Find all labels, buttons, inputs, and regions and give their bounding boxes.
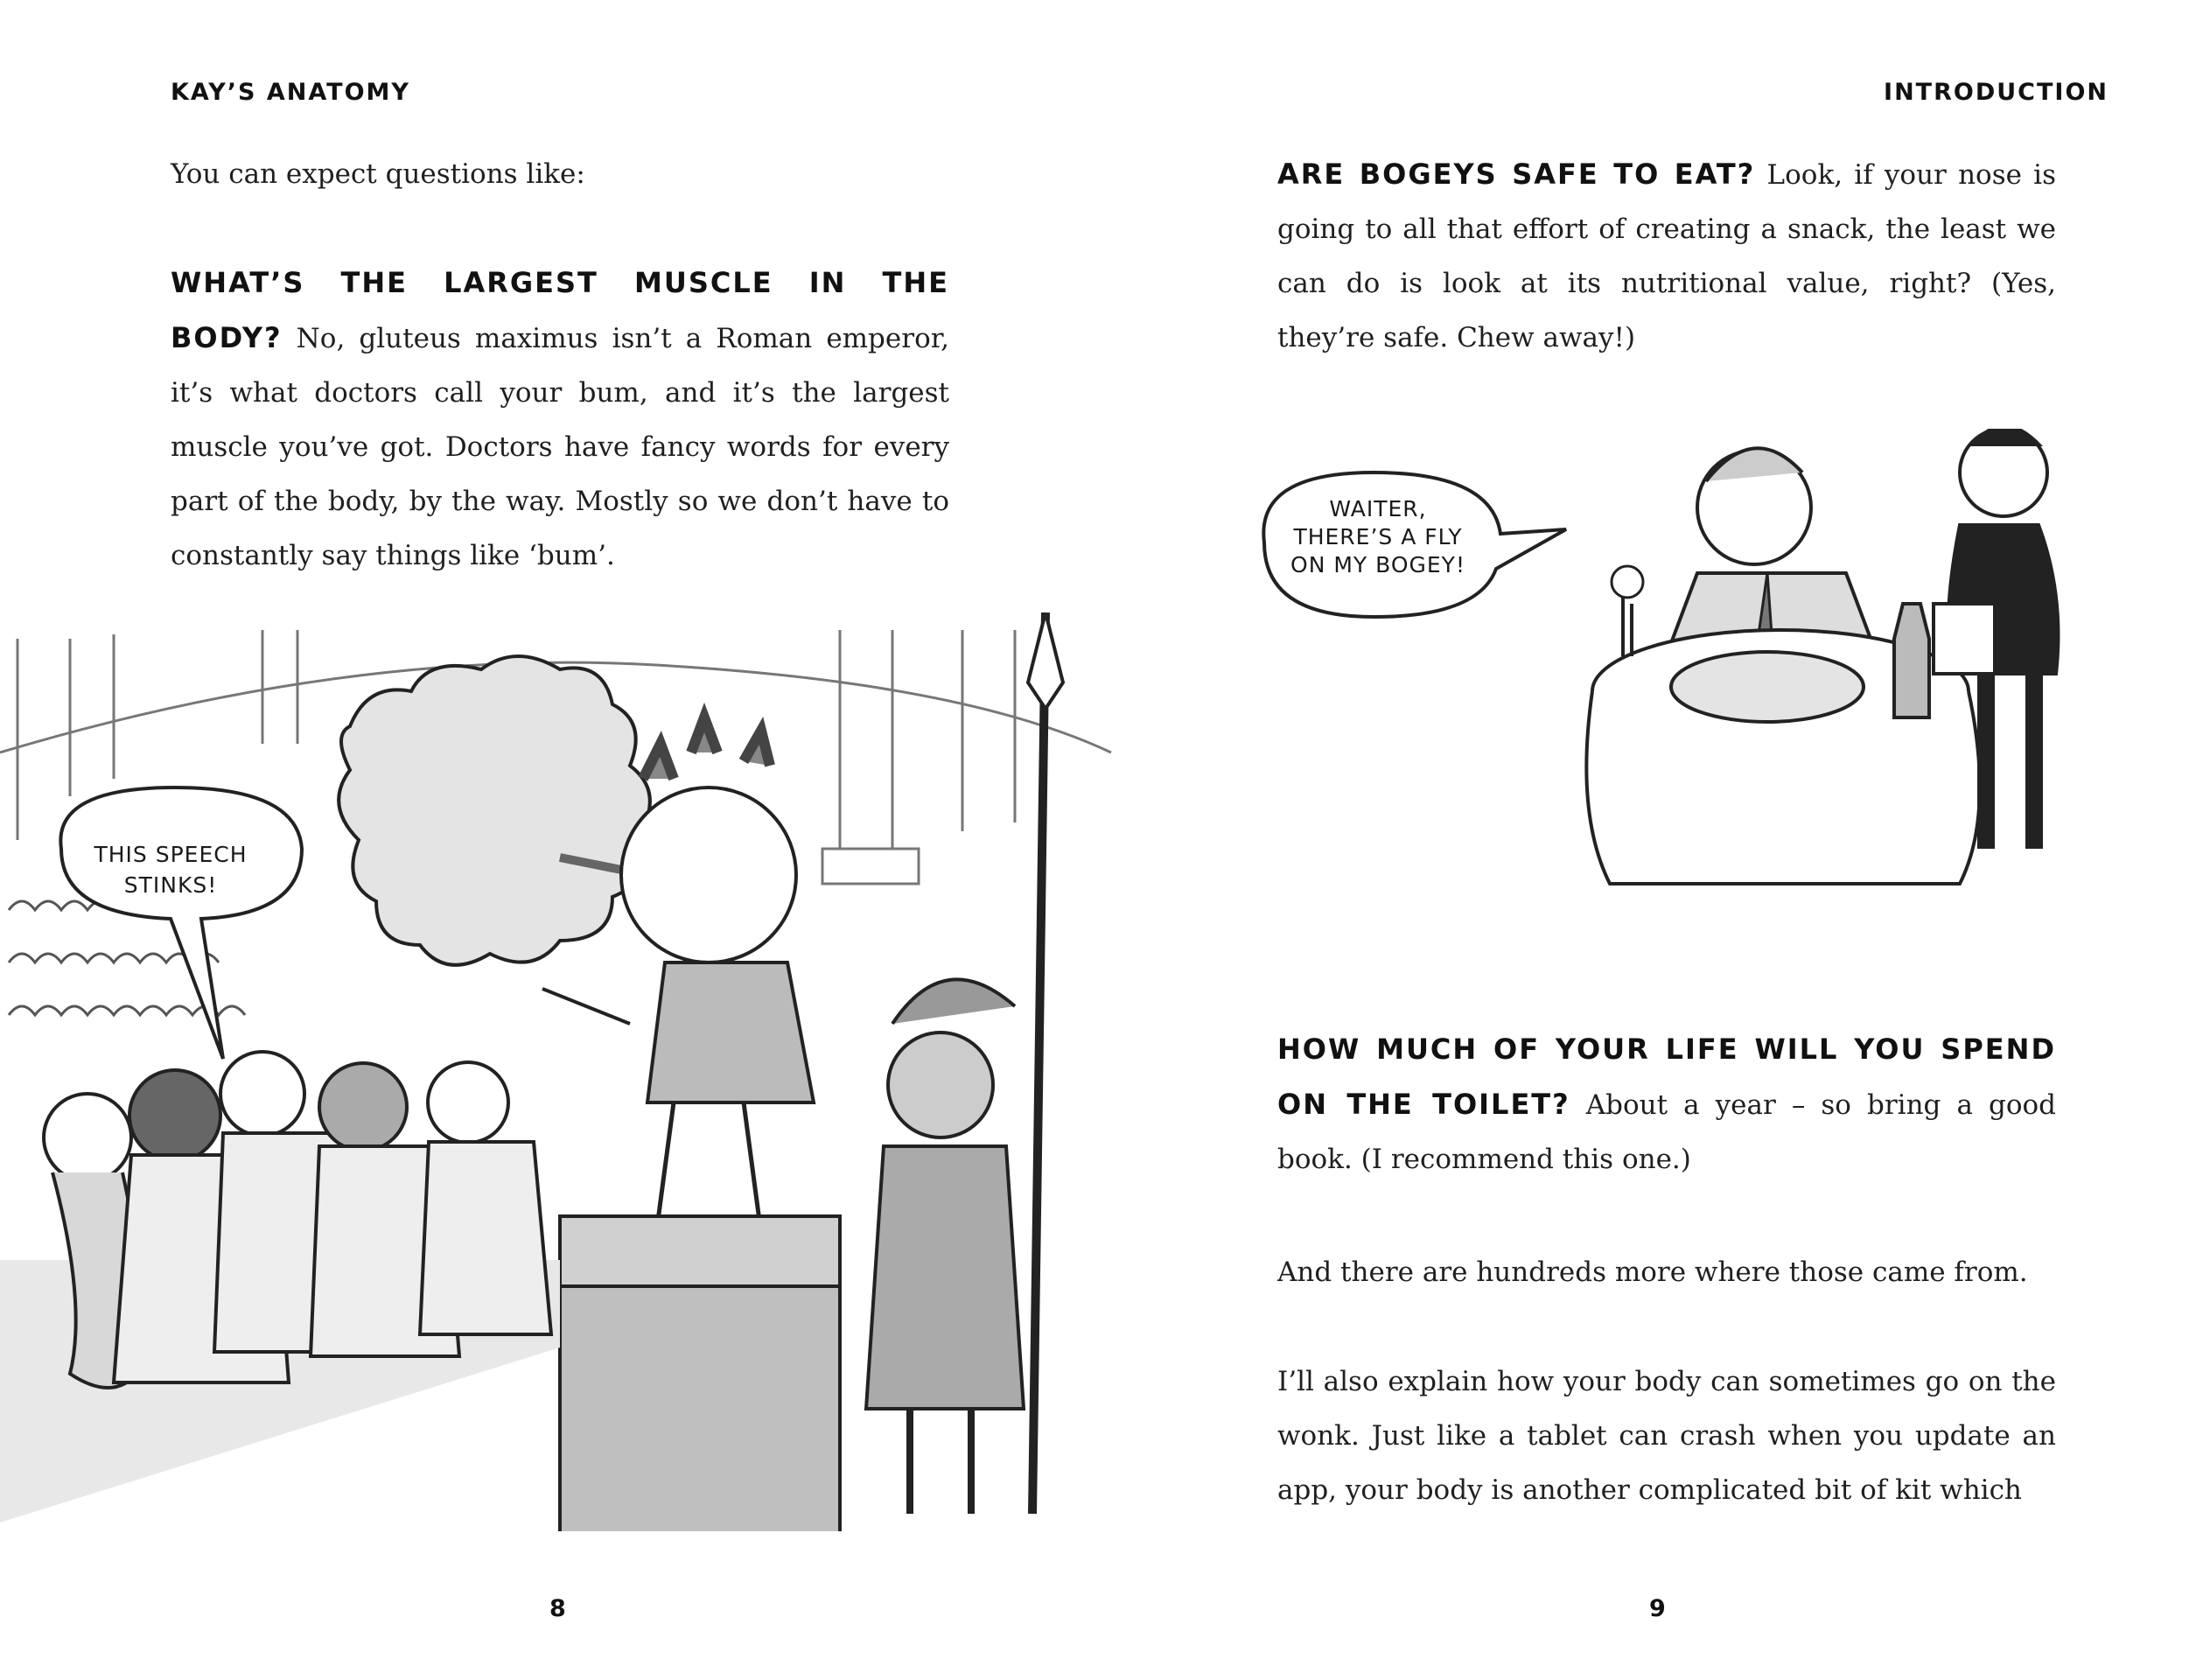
paragraph-hundreds-more: And there are hundreds more where those came from.: [1277, 1256, 2028, 1288]
question-muscle: [171, 256, 949, 583]
waiter-bubble-line-3: ON MY BOGEY!: [1290, 552, 1465, 578]
question-muscle-heading: WHAT’S THE LARGEST MUSCLE IN THE BODY?: [171, 266, 949, 354]
question-toilet-body: About a year – so bring a good book. (I recommend this one.): [1277, 1089, 2056, 1175]
restaurant-illustration: [1242, 429, 2082, 919]
senators: [0, 1052, 560, 1522]
intro-text: You can expect questions like:: [171, 158, 585, 190]
roman-soldier: [866, 612, 1063, 1514]
running-head-left: KAY’S ANATOMY: [171, 79, 410, 106]
running-head-right: INTRODUCTION: [1884, 79, 2109, 106]
question-bogeys-heading: ARE BOGEYS SAFE TO EAT?: [1277, 158, 1756, 191]
right-page: [1098, 0, 2196, 1680]
page-number-left: 8: [549, 1595, 566, 1622]
page-number-right: 9: [1649, 1595, 1666, 1622]
question-toilet: [1277, 1022, 2056, 1186]
podium: [560, 1216, 840, 1531]
paragraph-body-wonk: I’ll also explain how your body can sometimes go on the wonk. Just like a tablet can crash when you update an app, your body is another complicated bit of kit which: [1277, 1366, 2056, 1506]
speech-bubble-line-2: STINKS!: [123, 872, 218, 898]
speech-bubble-line-1: THIS SPEECH: [94, 842, 248, 867]
question-toilet-heading: HOW MUCH OF YOUR LIFE WILL YOU SPEND ON THE TOILET?: [1277, 1032, 2056, 1121]
waiter-bubble-line-2: THERE’S A FLY: [1293, 524, 1463, 550]
waiter-bubble-line-1: WAITER,: [1329, 496, 1427, 522]
question-muscle-body: No, gluteus maximus isn’t a Roman emperor, it’s what doctors call your bum, and it’s the largest muscle you’ve got. Doctors have fancy words for every part of the body, by the way. Mostly so we don’t have to constantly say things like ‘bum’.: [171, 323, 949, 571]
fart-cloud: [339, 656, 650, 965]
question-bogeys-body: Look, if your nose is going to all that effort of creating a snack, the least we can do is look at its nutritional value, right? (Yes, they’re safe. Chew away!): [1277, 159, 2056, 354]
diner: [1671, 448, 1872, 643]
roman-senate-illustration: [0, 612, 1115, 1531]
question-bogeys: [1277, 147, 2056, 365]
